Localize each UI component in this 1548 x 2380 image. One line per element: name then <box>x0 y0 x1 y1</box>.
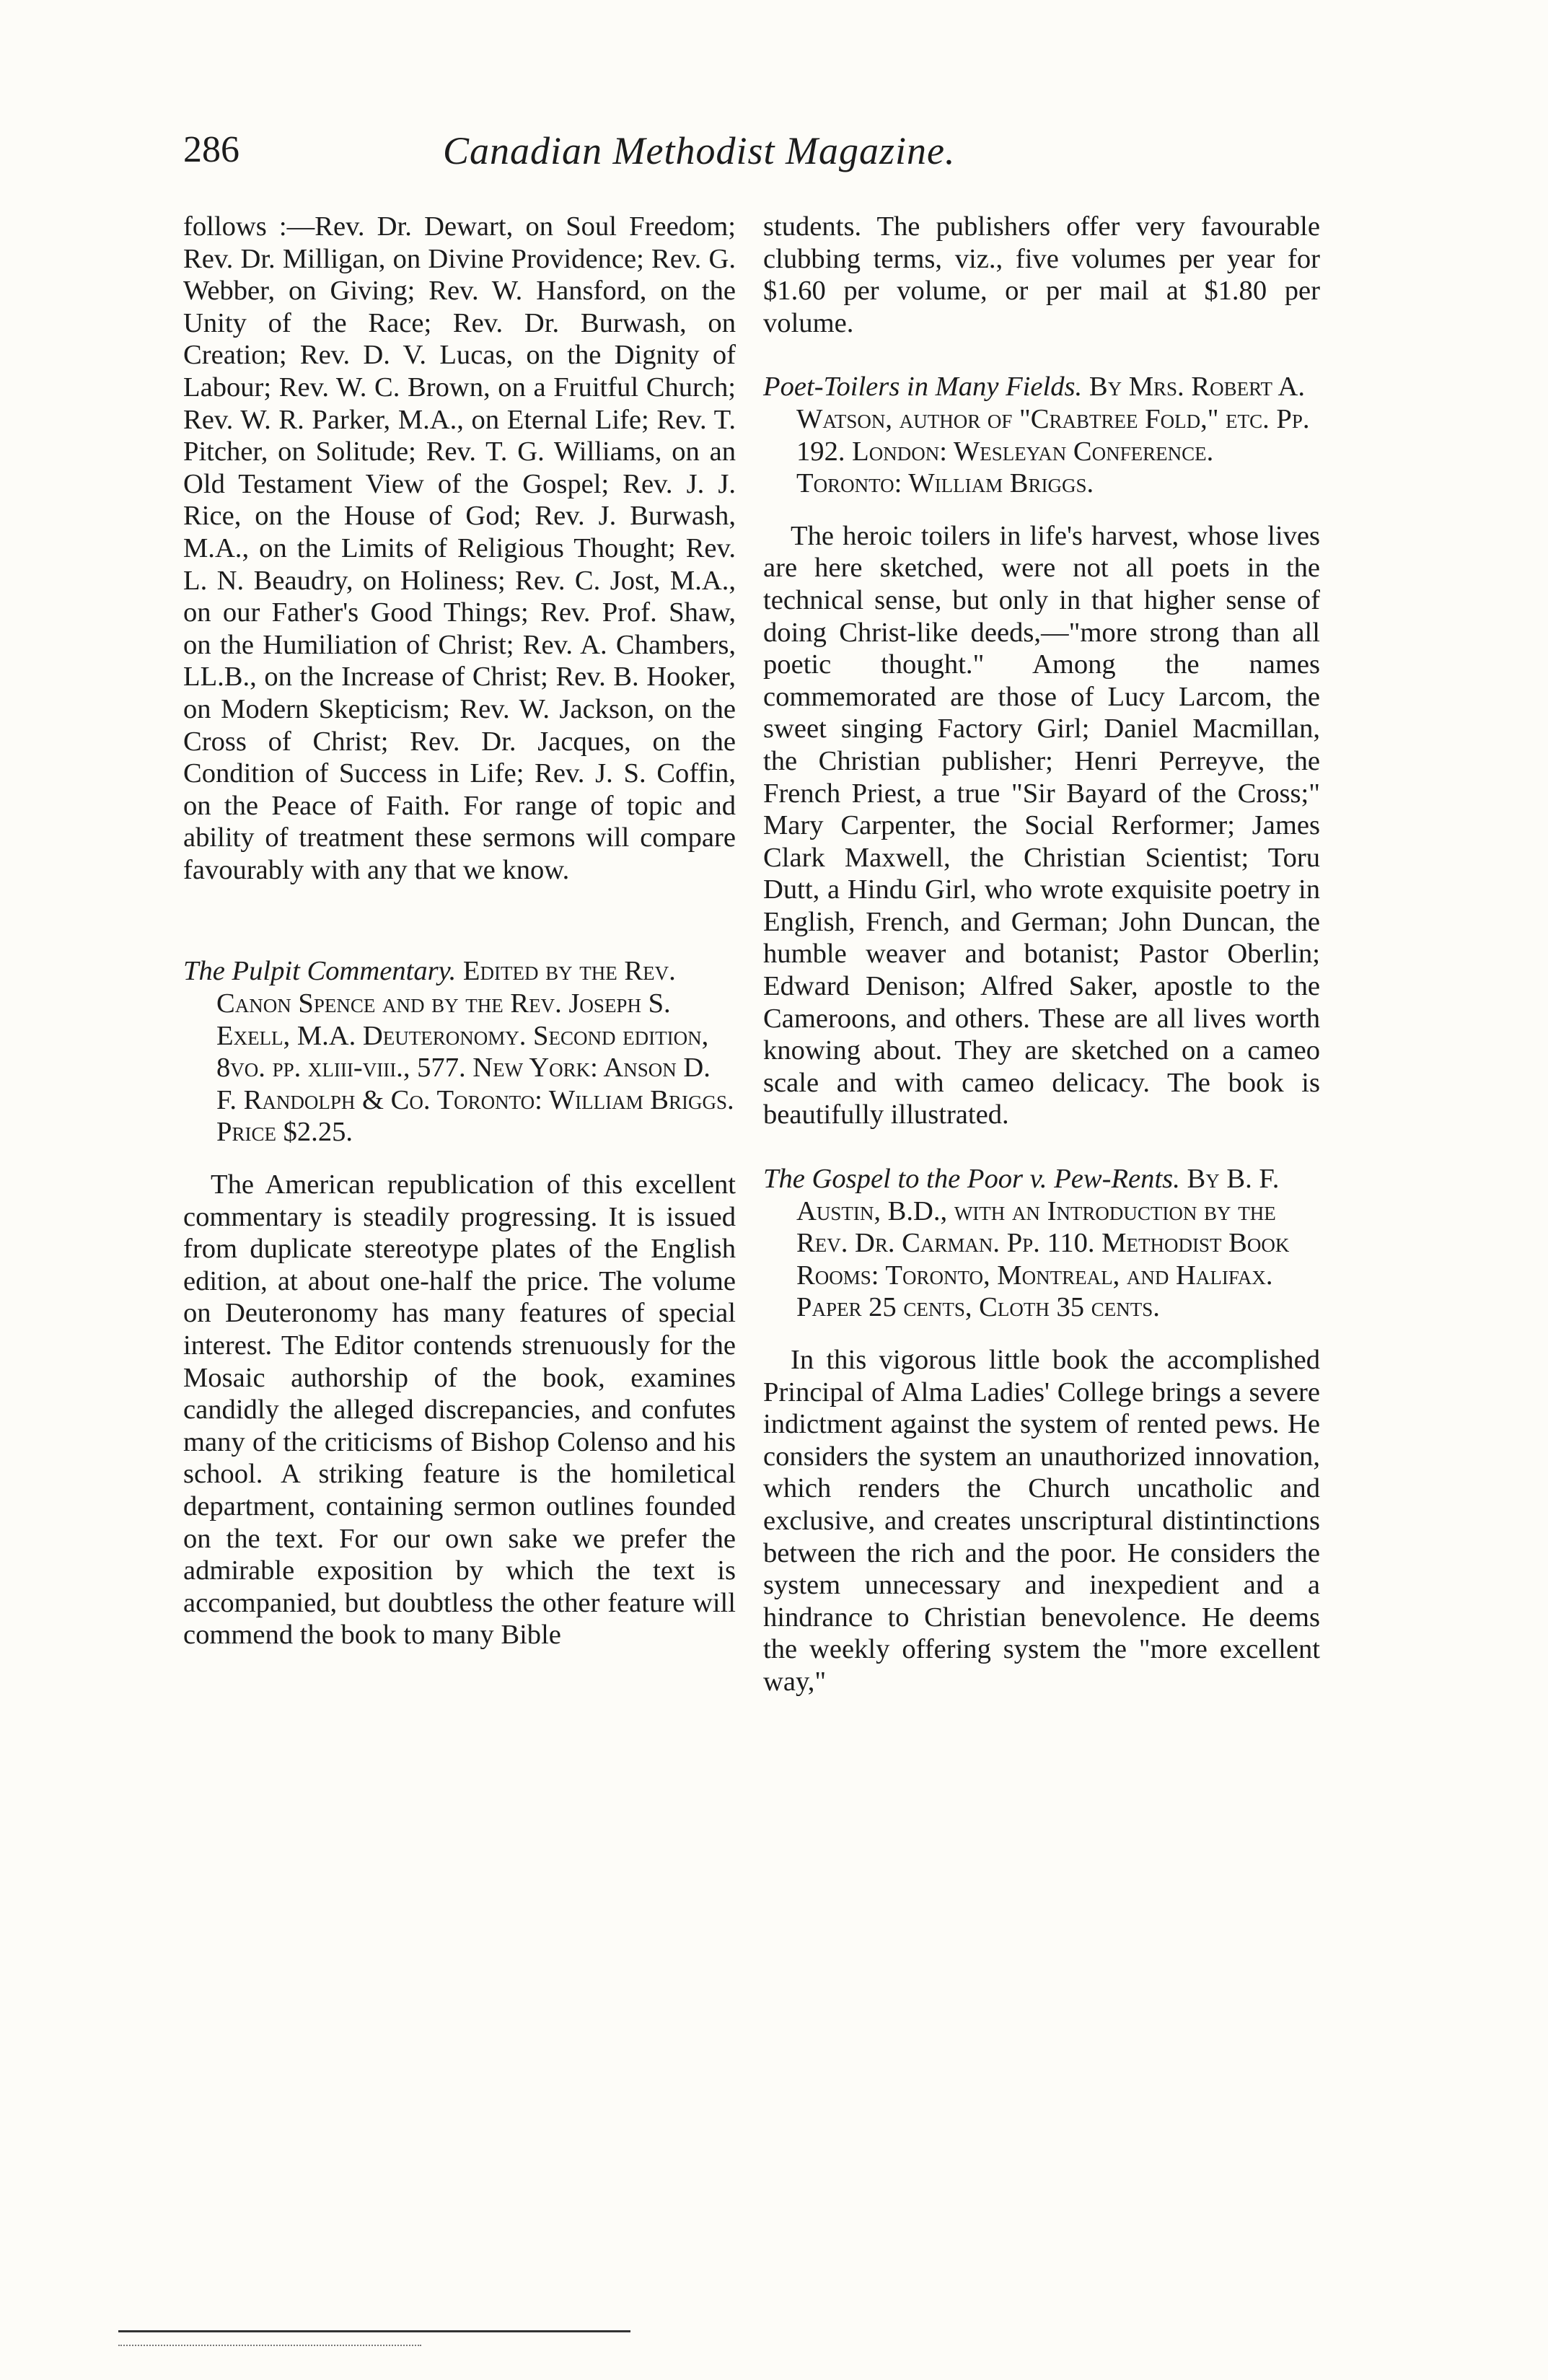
book-entry-poet-toilers <box>763 371 1320 499</box>
page-number: 286 <box>183 129 239 170</box>
book-entry-gospel-to-the-poor <box>763 1163 1320 1324</box>
book-details: By B. F. Austin, B.D., with an Introduction by the Rev. Dr. Carman. Pp. 110. Methodist Book Rooms: Toronto, Montreal, and Halifax. Paper 25 cents, Cloth 35 cents. <box>796 1164 1290 1323</box>
continued-paragraph: students. The publishers offer very favourable clubbing terms, viz., five volumes per year for $1.60 per volume, or per mail at $1.80 per volume. <box>763 211 1320 338</box>
right-column <box>763 211 1320 1698</box>
running-title: Canadian Methodist Magazine. <box>443 129 956 172</box>
review-paragraph: The American republication of this excellent commentary is steadily progressing. It is issued from duplicate stereotype plates of the English edition, at about one-half the price. The volume on Deuteronomy has many features of special interest. The Editor contends strenuously for the Mosaic authorship of the book, examines candidly the alleged discrepancies, and confutes many of the criticisms of Bishop Colenso and his school. A striking feature is the homiletical department, containing sermon outlines founded on the text. For our own sake we prefer the admirable exposition by which the text is accompanied, but doubtless the other feature will commend the book to many Bible <box>183 1169 736 1651</box>
sermon-list-paragraph: follows :—Rev. Dr. Dewart, on Soul Freedom; Rev. Dr. Milligan, on Divine Providence; Rev. G. Webber, on Giving; Rev. W. Hansford, on the Unity of the Race; Rev. Dr. Burwash, on Creation; Rev. D. V. Lucas, on the Dignity of Labour; Rev. W. C. Brown, on a Fruitful Church; Rev. W. R. Parker, M.A., on Eternal Life; Rev. T. Pitcher, on Solitude; Rev. T. G. Williams, on an Old Testament View of the Gospel; Rev. J. J. Rice, on the House of God; Rev. J. Burwash, M.A., on the Limits of Religious Thought; Rev. L. N. Beaudry, on Holiness; Rev. C. Jost, M.A., on our Father's Good Things; Rev. Prof. Shaw, on the Humiliation of Christ; Rev. A. Chambers, LL.B., on the Increase of Christ; Rev. B. Hooker, on Modern Skepticism; Rev. W. Jackson, on the Cross of Christ; Rev. Dr. Jacques, on the Condition of Success in Life; Rev. J. S. Coffin, on the Peace of Faith. For range of topic and ability of treatment these sermons will compare favourably with any that we know. <box>183 211 736 885</box>
review-paragraph: In this vigorous little book the accomplished Principal of Alma Ladies' College brings a severe indictment against the system of rented pews. He considers the system an unauthorized innovation, which renders the Church uncatholic and exclusive, and creates unscriptural distintinctions between the rich and the poor. He considers the system unnecessary and inexpedient and a hindrance to Christian benevolence. He deems the weekly offering system the "more excellent way," <box>763 1345 1320 1697</box>
book-details: Edited by the Rev. Canon Spence and by the Rev. Joseph S. Exell, M.A. Deuteronomy. Second edition, 8vo. pp. xliii-viii., 577. New York: Anson D. F. Randolph & Co. Toronto: William Briggs. Price $2.25. <box>216 956 734 1148</box>
book-title: Poet-Toilers in Many Fields. <box>763 372 1083 403</box>
book-title: The Pulpit Commentary. <box>183 956 457 987</box>
review-paragraph: The heroic toilers in life's harvest, whose lives are here sketched, were not all poets in the technical sense, but only in that higher sense of doing Christ-like deeds,—"more strong than all poetic thought." Among the names commemorated are those of Lucy Larcom, the sweet singing Factory Girl; Daniel Macmillan, the Christian publisher; Henri Perreyve, the French Priest, a true "Sir Bayard of the Cross;" Mary Carpenter, the Social Rerformer; James Clark Maxwell, the Christian Scientist; Toru Dutt, a Hindu Girl, who wrote exquisite poetry in English, French, and German; John Duncan, the humble weaver and botanist; Pastor Oberlin; Edward Denison; Alfred Saker, apostle to the Cameroons, and others. These are all lives worth knowing about. They are sketched on a cameo scale and with cameo delicacy. The book is beautifully illustrated. <box>763 520 1320 1130</box>
page-header <box>183 128 1330 179</box>
book-details: By Mrs. Robert A. Watson, author of "Crabtree Fold," etc. Pp. 192. London: Wesleyan Conference. Toronto: William Briggs. <box>796 372 1310 499</box>
book-title: The Gospel to the Poor v. Pew-Rents. <box>763 1164 1180 1195</box>
book-entry-pulpit-commentary <box>183 955 736 1149</box>
bottom-rule <box>118 2330 630 2332</box>
bottom-rule-dotted <box>118 2345 421 2346</box>
left-column <box>183 211 736 1651</box>
